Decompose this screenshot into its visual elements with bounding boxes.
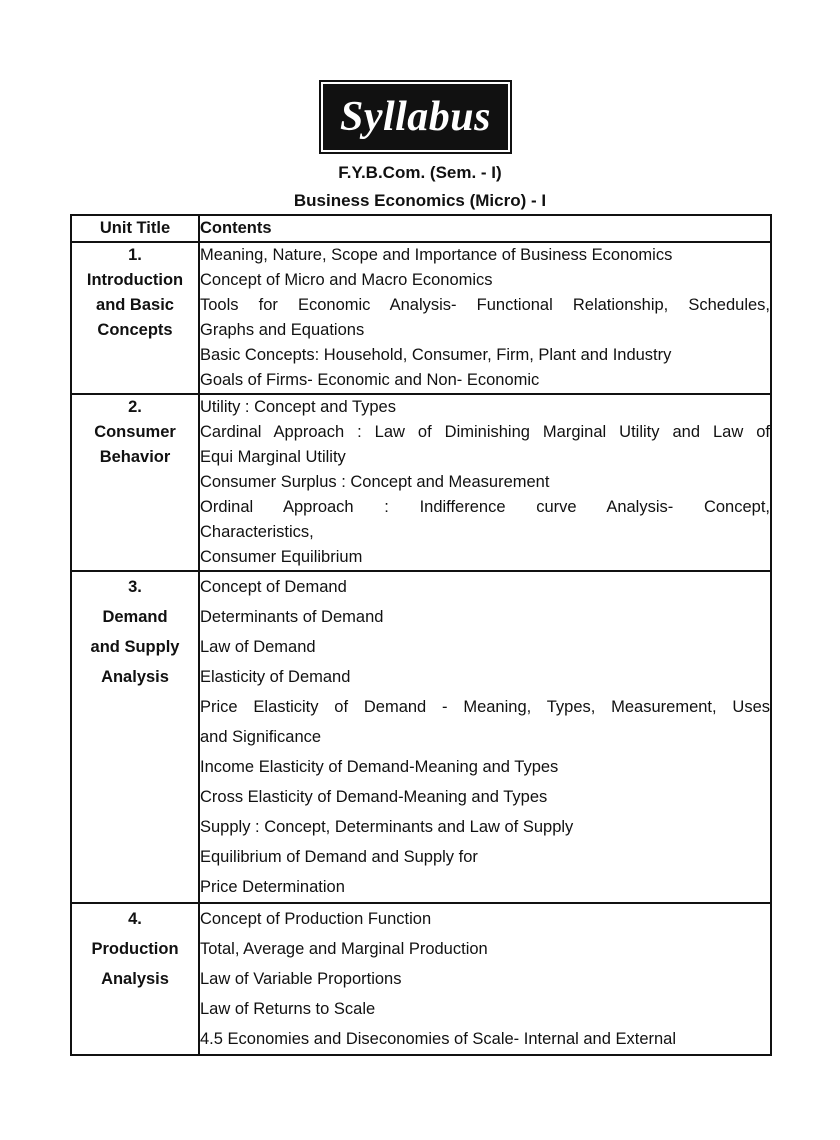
content-cell-4 (199, 903, 771, 1055)
content-line: Supply : Concept, Determinants and Law of Supply (200, 818, 574, 836)
content-line: Utility : Concept and Types (200, 398, 396, 416)
content-line: Determinants of Demand (200, 608, 384, 626)
content-line: Law of Demand (200, 638, 316, 656)
unit-line: Production (91, 940, 179, 958)
content-line: Consumer Surplus : Concept and Measurement (200, 473, 550, 491)
content-line: Goals of Firms- Economic and Non- Economic (200, 371, 540, 389)
table-header-row (71, 215, 771, 242)
unit-line: and Supply (90, 638, 180, 656)
table-row (71, 242, 771, 394)
unit-line: Concepts (97, 321, 173, 339)
unit-cell-2 (71, 394, 199, 571)
table-row (71, 394, 771, 571)
content-line: Cross Elasticity of Demand-Meaning and Types (200, 788, 548, 806)
unit-line: Analysis (101, 668, 169, 686)
content-line: Equi Marginal Utility (200, 448, 346, 466)
content-line: Concept of Production Function (200, 910, 432, 928)
content-line: and Significance (200, 728, 322, 746)
content-line: Ordinal Approach : Indifference curve Analysis- Concept, (200, 498, 770, 516)
contents-header: Contents (199, 215, 771, 242)
unit-cell-4 (71, 903, 199, 1055)
unit-line: 3. (128, 578, 142, 596)
content-line: Law of Returns to Scale (200, 1000, 376, 1018)
content-cell-2 (199, 394, 771, 571)
table-row (71, 571, 771, 903)
content-line: Cardinal Approach : Law of Diminishing Marginal Utility and Law of (200, 423, 770, 441)
unit-line: Behavior (99, 448, 171, 466)
content-line: Price Elasticity of Demand - Meaning, Types, Measurement, Uses (200, 698, 770, 716)
unit-line: Consumer (94, 423, 176, 441)
title-banner (323, 84, 508, 150)
content-line: Concept of Demand (200, 578, 347, 596)
content-line: Graphs and Equations (200, 321, 365, 339)
content-cell-3 (199, 571, 771, 903)
unit-title-header: Unit Title (71, 215, 199, 242)
subject-heading: Business Economics (Micro) - I (293, 191, 547, 210)
content-line: Total, Average and Marginal Production (200, 940, 488, 958)
course-heading: F.Y.B.Com. (Sem. - I) (338, 163, 502, 182)
syllabus-table (70, 214, 772, 1056)
content-line: Tools for Economic Analysis- Functional Relationship, Schedules, (200, 296, 770, 314)
content-line: Elasticity of Demand (200, 668, 351, 686)
content-line: Law of Variable Proportions (200, 970, 402, 988)
unit-cell-1 (71, 242, 199, 394)
content-line: Basic Concepts: Household, Consumer, Firm, Plant and Industry (200, 346, 672, 364)
content-line: Price Determination (200, 878, 345, 896)
unit-line: 2. (128, 398, 142, 416)
content-line: Consumer Equilibrium (200, 548, 363, 566)
content-line: Concept of Micro and Macro Economics (200, 271, 493, 289)
content-line: Equilibrium of Demand and Supply for (200, 848, 478, 866)
unit-line: 1. (128, 246, 142, 264)
unit-line: Analysis (101, 970, 169, 988)
unit-line: Demand (102, 608, 168, 626)
content-line: Meaning, Nature, Scope and Importance of Business Economics (200, 246, 673, 264)
content-line: Income Elasticity of Demand-Meaning and Types (200, 758, 559, 776)
unit-line: Introduction (86, 271, 184, 289)
unit-cell-3 (71, 571, 199, 903)
table-row (71, 903, 771, 1055)
content-line: 4.5 Economies and Diseconomies of Scale- Internal and External (200, 1030, 677, 1048)
content-line: Characteristics, (200, 523, 314, 541)
unit-line: 4. (128, 910, 142, 928)
content-cell-1 (199, 242, 771, 394)
page-title: Syllabus (339, 94, 492, 140)
unit-line: and Basic (96, 296, 174, 314)
